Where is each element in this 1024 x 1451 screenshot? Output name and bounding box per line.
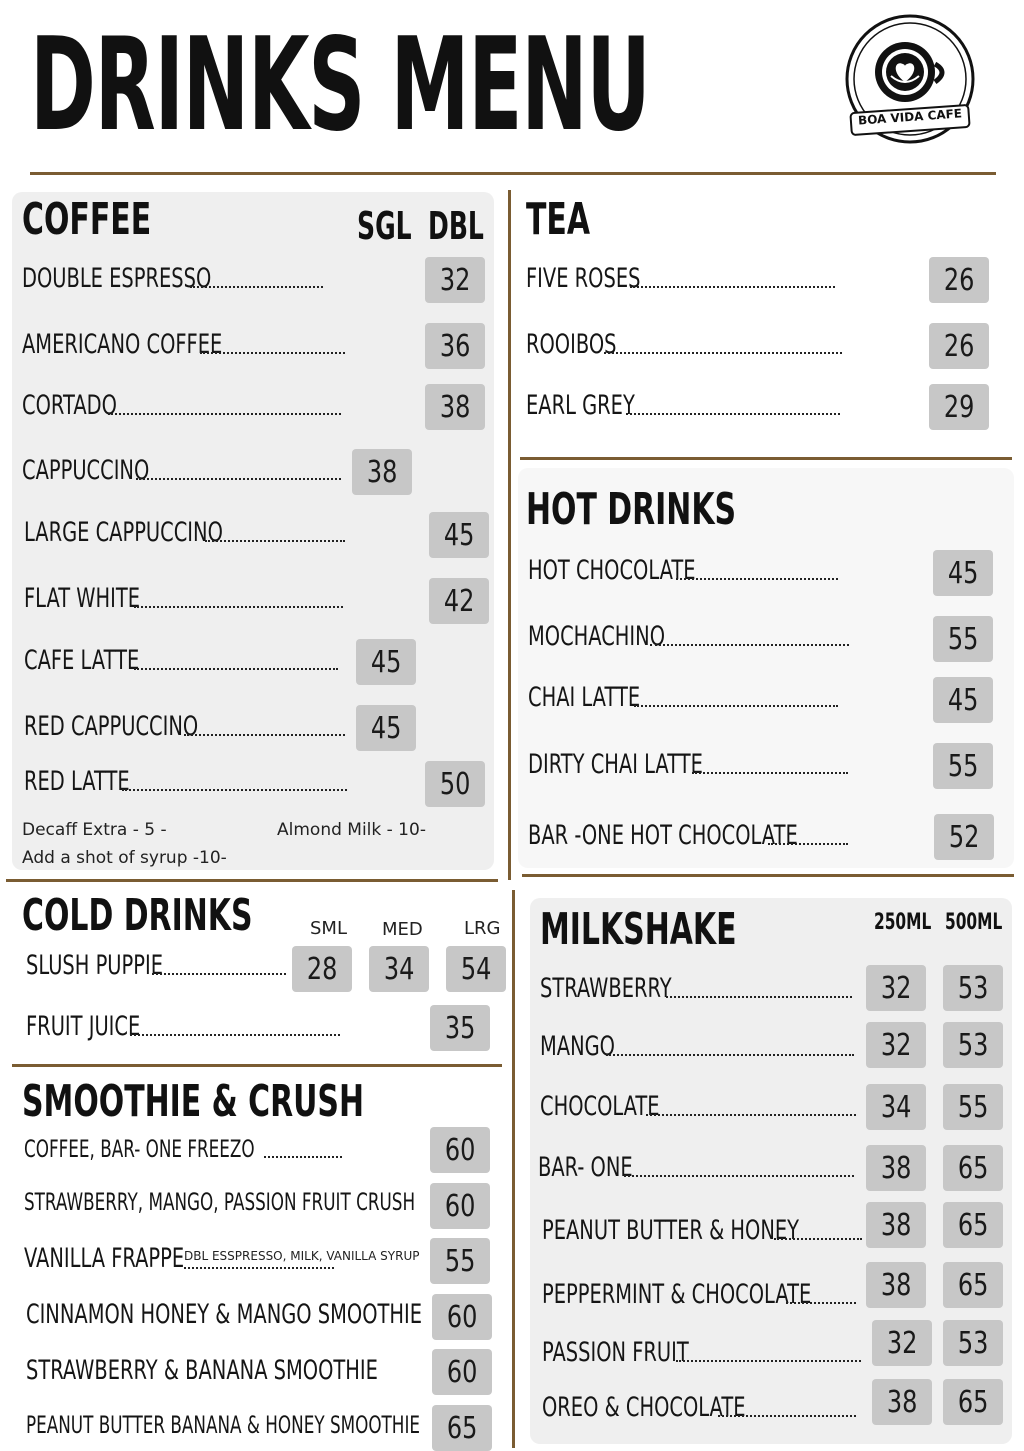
milkshake-heading: MILKSHAKE xyxy=(540,904,737,955)
dot-leader xyxy=(718,1415,856,1417)
coffee-price: 38 xyxy=(352,449,412,495)
coffee-price: 32 xyxy=(425,257,485,303)
cafe-logo xyxy=(843,12,978,147)
dot-leader xyxy=(108,413,341,415)
vanilla-frappe-note: DBL ESSPRESSO, MILK, VANILLA SYRUP xyxy=(184,1249,420,1263)
milkshake-price-250: 38 xyxy=(866,1262,926,1308)
dot-leader xyxy=(768,843,848,845)
tea-heading: TEA xyxy=(526,194,591,245)
hot-drink-price: 45 xyxy=(933,550,993,596)
milkshake-price-500: 53 xyxy=(943,1022,1003,1068)
milkshake-price-250: 34 xyxy=(866,1084,926,1130)
dot-leader xyxy=(136,478,341,480)
cold-drinks-heading: COLD DRINKS xyxy=(22,890,253,941)
dot-leader xyxy=(774,1238,862,1240)
milkshake-item-name: CHOCOLATE xyxy=(540,1091,660,1122)
tea-price: 26 xyxy=(929,323,989,369)
milkshake-price-250: 38 xyxy=(872,1379,932,1425)
cold-price-med: 34 xyxy=(369,946,429,992)
coffee-item-name: AMERICANO COFFEE xyxy=(22,329,223,360)
milkshake-price-500: 53 xyxy=(943,1320,1003,1366)
dot-leader xyxy=(205,540,345,542)
logo-text: BOA VIDA CAFE xyxy=(857,106,963,128)
coffee-item-name: LARGE CAPPUCCINO xyxy=(24,517,223,548)
smoothie-item-name: VANILLA FRAPPE xyxy=(24,1243,185,1274)
milkshake-price-250: 32 xyxy=(866,965,926,1011)
dot-leader xyxy=(634,705,838,707)
dot-leader xyxy=(134,668,338,670)
dot-leader xyxy=(692,772,848,774)
smoothie-price: 60 xyxy=(430,1127,490,1173)
dot-leader xyxy=(184,1267,334,1269)
smoothie-price: 60 xyxy=(432,1294,492,1340)
milkshake-col-250: 250ML xyxy=(874,910,932,935)
hot-drink-price: 55 xyxy=(933,616,993,662)
milkshake-col-500: 500ML xyxy=(945,910,1003,935)
smoothie-item-name: PEANUT BUTTER BANANA & HONEY SMOOTHIE xyxy=(26,1411,421,1439)
milkshake-item-name: STRAWBERRY xyxy=(540,973,672,1004)
hot-drinks-divider xyxy=(522,874,1014,877)
smoothie-price: 65 xyxy=(432,1405,492,1451)
cold-price-lrg: 54 xyxy=(446,946,506,992)
dot-leader xyxy=(676,1360,861,1362)
dot-leader xyxy=(676,578,838,580)
milkshake-price-250: 32 xyxy=(872,1320,932,1366)
milkshake-price-500: 65 xyxy=(943,1202,1003,1248)
cold-price: 35 xyxy=(430,1005,490,1051)
coffee-item-name: RED LATTE xyxy=(24,766,130,797)
milkshake-price-500: 53 xyxy=(943,965,1003,1011)
dot-leader xyxy=(646,1114,856,1116)
coffee-item-name: CAFE LATTE xyxy=(24,645,140,676)
milkshake-price-250: 38 xyxy=(866,1202,926,1248)
cold-drink-name: FRUIT JUICE xyxy=(26,1011,141,1042)
hot-drink-price: 45 xyxy=(933,677,993,723)
smoothie-item-name: COFFEE, BAR- ONE FREEZO xyxy=(24,1135,255,1163)
smoothie-price: 60 xyxy=(432,1349,492,1395)
smoothie-item-name: STRAWBERRY, MANGO, PASSION FRUIT CRUSH xyxy=(24,1188,416,1216)
tea-price: 29 xyxy=(929,384,989,430)
milkshake-price-500: 65 xyxy=(943,1262,1003,1308)
dot-leader xyxy=(130,1034,340,1036)
dot-leader xyxy=(200,352,345,354)
dot-leader xyxy=(134,606,343,608)
hot-drink-name: HOT CHOCOLATE xyxy=(528,555,696,586)
coffee-col-double: DBL xyxy=(428,204,484,248)
column-divider-top xyxy=(508,190,511,880)
dot-leader xyxy=(190,286,323,288)
column-divider-bottom xyxy=(512,890,515,1448)
milkshake-price-500: 55 xyxy=(943,1084,1003,1130)
tea-item-name: EARL GREY xyxy=(526,390,635,421)
dot-leader xyxy=(604,352,842,354)
smoothie-item-name: STRAWBERRY & BANANA SMOOTHIE xyxy=(26,1355,378,1386)
coffee-price: 42 xyxy=(429,578,489,624)
coffee-price: 50 xyxy=(425,761,485,807)
milkshake-item-name: PEPPERMINT & CHOCOLATE xyxy=(542,1279,812,1310)
smoothie-heading: SMOOTHIE & CRUSH xyxy=(22,1076,365,1127)
coffee-divider xyxy=(6,879,498,882)
header-divider xyxy=(30,172,996,175)
tea-price: 26 xyxy=(929,257,989,303)
hot-drink-name: MOCHACHINO xyxy=(528,621,665,652)
coffee-price: 45 xyxy=(429,512,489,558)
dot-leader xyxy=(264,1156,342,1158)
milkshake-price-500: 65 xyxy=(943,1145,1003,1191)
milkshake-item-name: OREO & CHOCOLATE xyxy=(542,1392,746,1423)
decaf-note: Decaff Extra - 5 - xyxy=(22,820,167,840)
cold-drink-name: SLUSH PUPPIE xyxy=(26,950,163,981)
coffee-item-name: FLAT WHITE xyxy=(24,583,141,614)
almond-milk-note: Almond Milk - 10- xyxy=(277,820,426,840)
cold-price-sml: 28 xyxy=(292,946,352,992)
coffee-col-single: SGL xyxy=(357,204,412,248)
hot-drinks-heading: HOT DRINKS xyxy=(526,484,737,535)
smoothie-item-name: CINNAMON HONEY & MANGO SMOOTHIE xyxy=(26,1299,423,1330)
dot-leader xyxy=(606,1054,854,1056)
tea-divider xyxy=(520,457,1012,460)
coffee-price: 38 xyxy=(425,384,485,430)
tea-item-name: ROOIBOS xyxy=(526,329,617,360)
dot-leader xyxy=(122,789,347,791)
dot-leader xyxy=(666,996,852,998)
cold-col-lrg: LRG xyxy=(464,918,501,939)
hot-drink-price: 52 xyxy=(934,814,994,860)
dot-leader xyxy=(650,644,849,646)
milkshake-price-250: 32 xyxy=(866,1022,926,1068)
milkshake-price-250: 38 xyxy=(866,1145,926,1191)
cold-drinks-divider xyxy=(12,1064,502,1067)
milkshake-item-name: PASSION FRUIT xyxy=(542,1337,689,1368)
dot-leader xyxy=(184,734,345,736)
coffee-item-name: DOUBLE ESPRESSO xyxy=(22,263,212,294)
hot-drink-price: 55 xyxy=(933,743,993,789)
coffee-heading: COFFEE xyxy=(22,194,152,245)
smoothie-price: 55 xyxy=(430,1238,490,1284)
syrup-note: Add a shot of syrup -10- xyxy=(22,848,227,868)
tea-item-name: FIVE ROSES xyxy=(526,263,641,294)
milkshake-price-500: 65 xyxy=(943,1379,1003,1425)
milkshake-item-name: MANGO xyxy=(540,1031,615,1062)
hot-drink-name: DIRTY CHAI LATTE xyxy=(528,749,703,780)
cold-col-sml: SML xyxy=(310,918,347,939)
coffee-item-name: RED CAPPUCCINO xyxy=(24,711,199,742)
coffee-price: 36 xyxy=(425,323,485,369)
coffee-item-name: CAPPUCCINO xyxy=(22,455,150,486)
milkshake-item-name: PEANUT BUTTER & HONEY xyxy=(542,1215,800,1246)
dot-leader xyxy=(630,286,835,288)
coffee-price: 45 xyxy=(356,705,416,751)
page-title: DRINKS MENU xyxy=(30,11,650,160)
smoothie-price: 60 xyxy=(430,1183,490,1229)
dot-leader xyxy=(624,1175,854,1177)
coffee-item-name: CORTADO xyxy=(22,390,117,421)
cold-col-med: MED xyxy=(382,919,423,940)
coffee-price: 45 xyxy=(356,639,416,685)
milkshake-item-name: BAR- ONE xyxy=(538,1152,633,1183)
hot-drink-name: BAR -ONE HOT CHOCOLATE xyxy=(528,820,798,851)
dot-leader xyxy=(626,413,840,415)
hot-drink-name: CHAI LATTE xyxy=(528,682,641,713)
dot-leader xyxy=(786,1302,856,1304)
dot-leader xyxy=(152,973,286,975)
